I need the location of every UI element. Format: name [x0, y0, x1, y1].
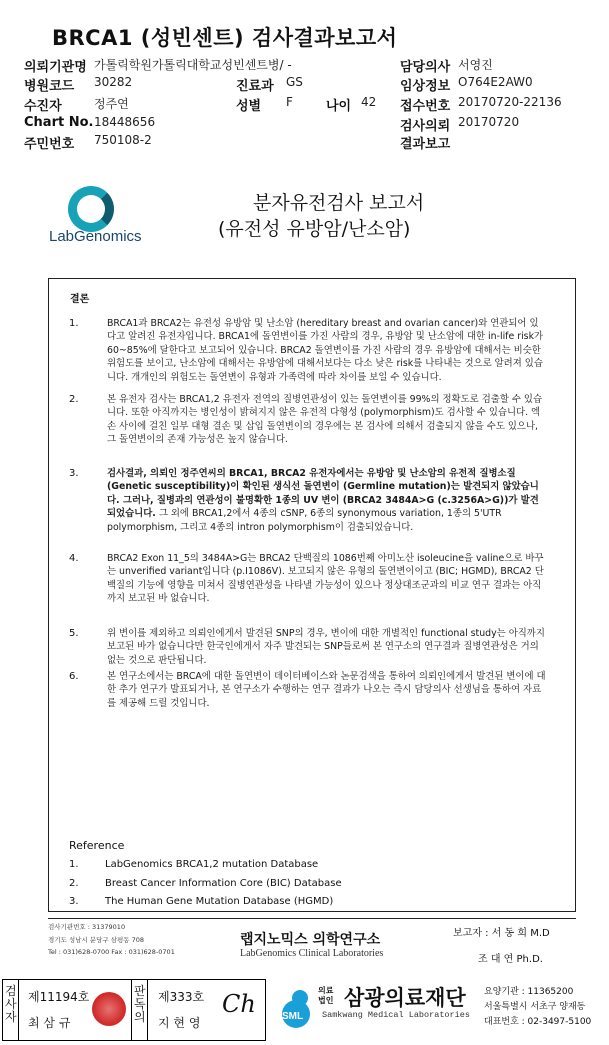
field-label: 담당의사 — [400, 60, 451, 75]
field-value: 20170720-22136 — [458, 95, 562, 109]
field-value: F — [286, 95, 293, 109]
reader-license: 제333호 — [158, 990, 205, 1004]
lab-info: 검사기관번호 : 31379010 — [48, 923, 126, 931]
field-label: 진료과 — [236, 79, 274, 94]
field-label: 접수번호 — [400, 99, 451, 114]
field-label: 주민번호 — [24, 137, 75, 152]
item-number: 5. — [69, 628, 79, 639]
page-title: BRCA1 (성빈센트) 검사결과보고서 — [52, 26, 398, 50]
conclusion-item: 본 유전자 검사는 BRCA1,2 유전자 전역의 질병연관성이 있는 돌연변이를 99%의 정확도로 검출할 수 있습니다. 또한 아직까지는 병인성이 밝혀지지 않은 유전적 다형성 (polymorphism)도 검사할 수 있습니다. 엑손 사이에 걸친 일부 대형 결손 및 삽입 돌연변이의 경우에는 본 검사에 의해서 검출되지 않을 수도 있으나, 그 돌연변이의 존재 가능성은 높지 않습니다. — [107, 394, 543, 446]
sml-prefix: 의료 — [318, 986, 334, 995]
contact-line: 대표번호 : 02-3497-5100 — [484, 1017, 592, 1027]
field-value: 정주연 — [94, 97, 129, 111]
reference-item: The Human Gene Mutation Database (HGMD) — [105, 896, 334, 907]
field-value: 42 — [361, 95, 377, 109]
field-value: 서영진 — [458, 58, 493, 72]
field-label: 성별 — [236, 99, 262, 114]
field-label: 의뢰기관명 — [24, 60, 87, 75]
reference-number: 2. — [69, 878, 79, 889]
inspector-label: 검사자 — [5, 984, 17, 1024]
sml-prefix: 법인 — [318, 996, 334, 1005]
sml-name: 삼광의료재단 — [344, 986, 466, 1010]
field-label: 병원코드 — [24, 79, 75, 94]
conclusion-item: BRCA2 Exon 11_5의 3484A>G는 BRCA2 단백질의 1086번째 아미노산 isoleucine을 valine으로 바꾸는 unverified variant입니다 (p.I1086V). 보고되지 않은 유형의 돌연변이이고 (BIC; HGMD), BRCA2 단백질의 기능에 영향을 미쳐서 질병연관성을 나타낼 가능성이 있으나 정상대조군과의 비교 연구 결과는 아직까지 보고된 바 없습니다. — [107, 553, 544, 605]
field-label: 검사의뢰 — [400, 119, 451, 134]
field-value: GS — [286, 75, 303, 89]
field-label: 나이 — [326, 99, 352, 114]
approver: 조 대 연 Ph.D. — [478, 954, 543, 965]
field-value: 30282 — [94, 75, 133, 89]
finding-bold: 검사결과, 의뢰인 정주연씨의 BRCA1, BRCA2 유전자에서는 유방암 및 난소암의 유전적 질병소질 (Genetic susceptibility)이 확인된 생식선 돌연변이 (Germline mutation)는 발견되지 않았습니다. 그러나, 질병과의 연관성이 불명확한 1종의 UV 변이 (BRCA2 3484A>G (c.3256A>G))가 발견되었습니다. — [107, 468, 539, 520]
reader-name: 지 현 영 — [158, 1016, 201, 1030]
institute-name: 랩지노믹스 의학연구소 — [240, 932, 381, 948]
field-label: 임상정보 — [400, 79, 451, 94]
conclusion-item — [107, 467, 547, 534]
contact-line: 서울특별시 서초구 양재동 — [484, 1002, 586, 1012]
report-subtitle: (유전성 유방암/난소암) — [218, 218, 411, 240]
inspector-license: 제11194호 — [28, 990, 90, 1004]
item-number: 2. — [69, 394, 79, 405]
reference-number: 3. — [69, 896, 79, 907]
lab-info: Tel : 031)628-0700 Fax : 031)628-0701 — [48, 948, 175, 956]
footer-divider — [48, 918, 576, 919]
reporter: 보고자 : 서 동 희 M.D — [453, 928, 550, 939]
field-value: 20170720 — [458, 115, 520, 129]
sml-name-en: Samkwang Medical Laboratories — [322, 1010, 470, 1020]
conclusion-item: 위 변이를 제외하고 의뢰인에게서 발견된 SNP의 경우, 변이에 대한 개별적인 functional study는 아직까지 보고된 바가 없습니다만 한국인에게서 자주 발견되는 SNP들로써 본 연구소의 연구결과 질병연관성은 거의 없는 것으로 판단됩니다. — [107, 628, 545, 666]
seal-icon — [92, 992, 126, 1026]
item-number: 6. — [69, 671, 79, 682]
institute-name-en: LabGenomics Clinical Laboratories — [240, 948, 384, 959]
finding-rest: 그 외에 BRCA1,2에서 4종의 cSNP, 6종의 synonymous variation, 1종의 5'UTR polymorphism, 그리고 4종의 intron polymorphism이 검출되었습니다. — [107, 508, 502, 533]
reference-number: 1. — [69, 859, 79, 870]
conclusion-item: BRCA1과 BRCA2는 유전성 유방암 및 난소암 (hereditary breast and ovarian cancer)와 연관되어 있다고 알려진 유전자입니다. BRCA1에 돌연변이를 가진 사람의 경우, 유방암 및 난소암에 대한 in-life risk가 60~85%에 달한다고 보고되어 있습니다. BRCA2 돌연변이를 가진 사람의 경우 유방암에 대해서는 비슷한 위험도를 보이고, 난소암에 대해서는 유방암에 대해서보다는 다소 낮은 risk를 나타내는 것으로 알려져 있습니다. 개개인의 위험도는 돌연변이 유형과 가족력에 따라 차이를 보일 수 있습니다. — [107, 318, 544, 383]
sml-mark-text: SML — [282, 1011, 304, 1022]
inspector-name: 최 삼 규 — [28, 1016, 71, 1030]
reference-item: LabGenomics BRCA1,2 mutation Database — [105, 859, 319, 870]
field-label: 수진자 — [24, 99, 62, 114]
field-label: Chart No. — [24, 115, 94, 130]
field-label: 결과보고 — [400, 137, 451, 152]
labgenomics-logo-icon — [68, 186, 114, 232]
field-value: 750108-2 — [94, 133, 152, 147]
signature: Ch — [222, 990, 256, 1018]
field-value: 18448656 — [94, 115, 156, 129]
report-title: 분자유전검사 보고서 — [253, 192, 425, 214]
field-value: 가톨릭학원가톨릭대학교성빈센트병/ - — [94, 58, 292, 72]
item-number: 4. — [69, 553, 79, 564]
reference-label: Reference — [69, 839, 125, 852]
lab-info: 경기도 성남시 분당구 삼평동 708 — [48, 936, 145, 944]
logo-text: LabGenomics — [49, 228, 142, 245]
item-number: 1. — [69, 318, 79, 329]
field-value: O764E2AW0 — [458, 75, 533, 89]
reader-label: 판독의 — [134, 984, 146, 1024]
reference-item: Breast Cancer Information Core (BIC) Database — [105, 878, 342, 889]
section-label: 결론 — [70, 294, 90, 305]
contact-line: 요양기관 : 11365200 — [484, 987, 574, 997]
conclusion-item: 본 연구소에서는 BRCA에 대한 돌연변이 데이터베이스와 논문검색을 통하여 의뢰인에게서 발견된 변이에 대한 추가 연구가 발표되거나, 본 연구소가 수행하는 연구 결과가 나오는 즉시 담당의사 선생님을 통하여 자료를 제공해 드릴 것입니다. — [107, 671, 546, 709]
item-number: 3. — [69, 468, 79, 479]
